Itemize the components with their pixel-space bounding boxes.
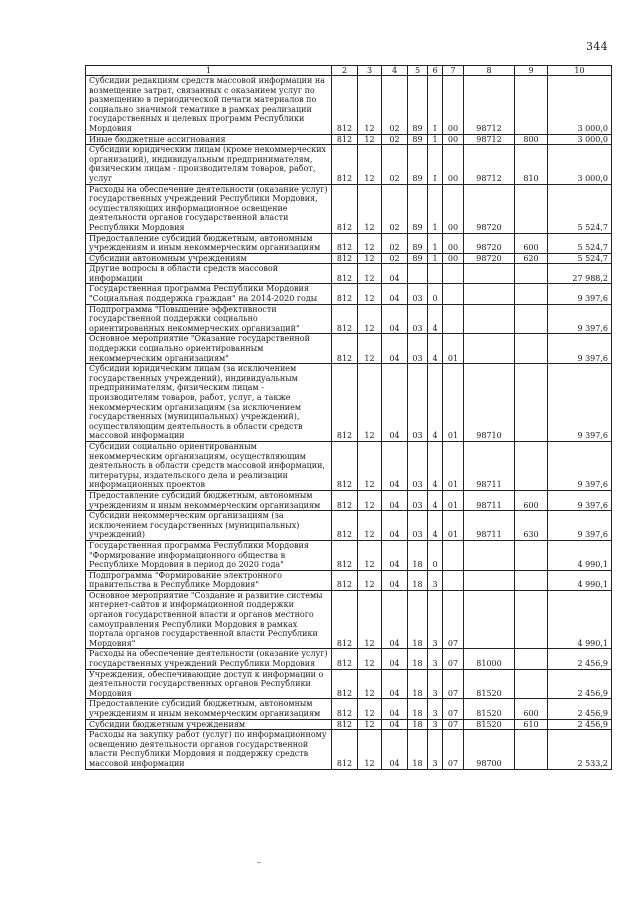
cell-expense-type: 810 bbox=[515, 145, 548, 184]
row-description: Подпрограмма "Формирование электронного правительства в Республике Мордовия" bbox=[86, 570, 332, 590]
cell-program-code: 18 bbox=[408, 540, 428, 570]
cell-expense-type: 600 bbox=[515, 233, 548, 253]
cell-amount: 4 990,1 bbox=[548, 570, 612, 590]
row-description: Основное мероприятие "Оказание государственной поддержки социально ориентированным некоммерческим организациям" bbox=[86, 334, 332, 364]
cell-subprogram-code: 4 bbox=[428, 441, 443, 490]
cell-section-code: 12 bbox=[358, 719, 382, 730]
cell-amount: 9 397,6 bbox=[548, 364, 612, 442]
table-row bbox=[86, 649, 612, 669]
cell-section-code: 12 bbox=[358, 304, 382, 334]
cell-activity-code: 01 bbox=[443, 490, 464, 510]
cell-amount: 2 456,9 bbox=[548, 649, 612, 669]
table-row bbox=[86, 441, 612, 490]
cell-subprogram-code: 1 bbox=[428, 233, 443, 253]
cell-subsection-code: 04 bbox=[382, 264, 408, 284]
cell-expense-code: 98712 bbox=[464, 134, 515, 145]
cell-subprogram-code: 4 bbox=[428, 364, 443, 442]
cell-ministry-code: 812 bbox=[332, 490, 358, 510]
cell-subprogram-code: 3 bbox=[428, 719, 443, 730]
cell-subprogram-code: 3 bbox=[428, 730, 443, 769]
row-description: Субсидии социально ориентированным некоммерческим организациям, осуществляющим деятельность в области средств массовой информации, литературы, издательского дела и реализации информационных проектов bbox=[86, 441, 332, 490]
row-description: Субсидии юридическим лицам (за исключением государственных учреждений), индивидуальным предпринимателям, физическим лицам - производителям товаров, работ, услуг, а также некоммерческим организациям (за исключением государственных (муниципальных) учреждений), осуществляющим деятельность в области средств массовой информации bbox=[86, 364, 332, 442]
cell-section-code: 12 bbox=[358, 441, 382, 490]
cell-subprogram-code: 4 bbox=[428, 511, 443, 541]
row-description: Другие вопросы в области средств массовой информации bbox=[86, 264, 332, 284]
cell-subprogram-code: 3 bbox=[428, 590, 443, 649]
column-number: 6 bbox=[428, 66, 443, 76]
cell-amount: 5 524,7 bbox=[548, 253, 612, 264]
cell-activity-code bbox=[443, 284, 464, 304]
cell-subprogram-code: 0 bbox=[428, 284, 443, 304]
cell-subprogram-code: 1 bbox=[428, 184, 443, 233]
cell-amount: 3 000,0 bbox=[548, 134, 612, 145]
cell-ministry-code: 812 bbox=[332, 730, 358, 769]
column-number: 1 bbox=[86, 66, 332, 76]
cell-subsection-code: 04 bbox=[382, 364, 408, 442]
cell-subprogram-code: 3 bbox=[428, 669, 443, 699]
table-row bbox=[86, 184, 612, 233]
cell-subprogram-code: I bbox=[428, 76, 443, 135]
cell-section-code: 12 bbox=[358, 334, 382, 364]
cell-section-code: 12 bbox=[358, 511, 382, 541]
cell-expense-type bbox=[515, 649, 548, 669]
cell-activity-code bbox=[443, 264, 464, 284]
cell-program-code: 18 bbox=[408, 649, 428, 669]
table-row bbox=[86, 304, 612, 334]
cell-program-code: 89 bbox=[408, 233, 428, 253]
cell-subprogram-code: 0 bbox=[428, 540, 443, 570]
cell-expense-code: 98712 bbox=[464, 76, 515, 135]
column-number: 2 bbox=[332, 66, 358, 76]
cell-section-code: 12 bbox=[358, 649, 382, 669]
cell-amount: 4 990,1 bbox=[548, 540, 612, 570]
cell-amount: 2 456,9 bbox=[548, 669, 612, 699]
table-row bbox=[86, 253, 612, 264]
cell-subprogram-code: 4 bbox=[428, 304, 443, 334]
cell-activity-code: 07 bbox=[443, 649, 464, 669]
cell-subsection-code: 04 bbox=[382, 649, 408, 669]
cell-expense-code bbox=[464, 570, 515, 590]
cell-subsection-code: 04 bbox=[382, 511, 408, 541]
cell-subprogram-code: 1 bbox=[428, 134, 443, 145]
cell-program-code: 18 bbox=[408, 730, 428, 769]
cell-expense-code: 81520 bbox=[464, 719, 515, 730]
table-row bbox=[86, 264, 612, 284]
table-row bbox=[86, 719, 612, 730]
row-description: Учреждения, обеспечивающие доступ к информации о деятельности государственных органов Республики Мордовия bbox=[86, 669, 332, 699]
cell-expense-type bbox=[515, 730, 548, 769]
cell-expense-code: 81000 bbox=[464, 649, 515, 669]
cell-section-code: 12 bbox=[358, 540, 382, 570]
cell-program-code: 18 bbox=[408, 669, 428, 699]
table-row bbox=[86, 76, 612, 135]
cell-subprogram-code: 3 bbox=[428, 570, 443, 590]
cell-amount: 9 397,6 bbox=[548, 284, 612, 304]
cell-expense-code bbox=[464, 264, 515, 284]
row-description: Предоставление субсидий бюджетным, автономным учреждениям и иным некоммерческим организациям bbox=[86, 490, 332, 510]
cell-subsection-code: 04 bbox=[382, 669, 408, 699]
cell-ministry-code: 812 bbox=[332, 590, 358, 649]
cell-expense-type bbox=[515, 590, 548, 649]
row-description: Расходы на обеспечение деятельности (оказание услуг) государственных учреждений Республики Мордовия bbox=[86, 649, 332, 669]
cell-expense-type: 600 bbox=[515, 699, 548, 719]
cell-expense-type: 630 bbox=[515, 511, 548, 541]
table-row bbox=[86, 570, 612, 590]
cell-activity-code: 07 bbox=[443, 730, 464, 769]
row-description: Подпрограмма "Повышение эффективности государственной поддержки социально ориентированных некоммерческих организаций" bbox=[86, 304, 332, 334]
cell-program-code: 18 bbox=[408, 590, 428, 649]
cell-activity-code: 00 bbox=[443, 184, 464, 233]
cell-expense-code bbox=[464, 590, 515, 649]
cell-ministry-code: 812 bbox=[332, 145, 358, 184]
cell-activity-code: 00 bbox=[443, 134, 464, 145]
cell-expense-code: 98712 bbox=[464, 145, 515, 184]
cell-subsection-code: 02 bbox=[382, 134, 408, 145]
table-row bbox=[86, 669, 612, 699]
cell-expense-type: 800 bbox=[515, 134, 548, 145]
cell-ministry-code: 812 bbox=[332, 76, 358, 135]
row-description: Государственная программа Республики Мордовия "Формирование информационного общества в Республике Мордовия в период до 2020 года" bbox=[86, 540, 332, 570]
cell-activity-code: 00 bbox=[443, 76, 464, 135]
cell-subsection-code: 04 bbox=[382, 334, 408, 364]
cell-expense-code: 98720 bbox=[464, 184, 515, 233]
column-number: 9 bbox=[515, 66, 548, 76]
cell-amount: 2 456,9 bbox=[548, 699, 612, 719]
cell-ministry-code: 812 bbox=[332, 699, 358, 719]
cell-activity-code bbox=[443, 540, 464, 570]
row-description: Субсидии редакциям средств массовой информации на возмещение затрат, связанных с оказанием услуг по размещению в периодической печати материалов по социально значимой тематике в рамках реализации государственных и целевых программ Республики Мордовия bbox=[86, 76, 332, 135]
cell-activity-code: 07 bbox=[443, 669, 464, 699]
row-description: Иные бюджетные ассигнования bbox=[86, 134, 332, 145]
cell-ministry-code: 812 bbox=[332, 669, 358, 699]
cell-section-code: 12 bbox=[358, 699, 382, 719]
cell-program-code: 03 bbox=[408, 334, 428, 364]
cell-ministry-code: 812 bbox=[332, 284, 358, 304]
cell-activity-code: 00 bbox=[443, 233, 464, 253]
table-row bbox=[86, 490, 612, 510]
cell-amount: 5 524,7 bbox=[548, 233, 612, 253]
cell-amount: 2 533,2 bbox=[548, 730, 612, 769]
cell-program-code bbox=[408, 264, 428, 284]
column-number-row bbox=[86, 66, 612, 76]
cell-program-code: 89 bbox=[408, 76, 428, 135]
cell-section-code: 12 bbox=[358, 730, 382, 769]
cell-program-code: 03 bbox=[408, 441, 428, 490]
cell-program-code: 89 bbox=[408, 253, 428, 264]
cell-activity-code: 00 bbox=[443, 145, 464, 184]
cell-activity-code: 07 bbox=[443, 719, 464, 730]
cell-subsection-code: 02 bbox=[382, 145, 408, 184]
cell-section-code: 12 bbox=[358, 570, 382, 590]
cell-subsection-code: 02 bbox=[382, 184, 408, 233]
cell-subsection-code: 04 bbox=[382, 441, 408, 490]
cell-subsection-code: 04 bbox=[382, 730, 408, 769]
cell-expense-type bbox=[515, 334, 548, 364]
cell-section-code: 12 bbox=[358, 264, 382, 284]
row-description: Предоставление субсидий бюджетным, автономным учреждениям и иным некоммерческим организациям bbox=[86, 233, 332, 253]
cell-program-code: 89 bbox=[408, 184, 428, 233]
cell-ministry-code: 812 bbox=[332, 304, 358, 334]
cell-expense-code: 98710 bbox=[464, 364, 515, 442]
row-description: Расходы на закупку работ (услуг) по информационному освещению деятельности органов государственной власти Республики Мордовия и поддержку средств массовой информации bbox=[86, 730, 332, 769]
cell-subprogram-code: I bbox=[428, 145, 443, 184]
cell-expense-type bbox=[515, 264, 548, 284]
cell-expense-code: 98700 bbox=[464, 730, 515, 769]
cell-expense-type bbox=[515, 540, 548, 570]
page-number: 344 bbox=[586, 40, 608, 53]
table-row bbox=[86, 540, 612, 570]
cell-amount: 9 397,6 bbox=[548, 334, 612, 364]
cell-amount: 9 397,6 bbox=[548, 490, 612, 510]
cell-section-code: 12 bbox=[358, 490, 382, 510]
cell-expense-type bbox=[515, 669, 548, 699]
cell-ministry-code: 812 bbox=[332, 441, 358, 490]
cell-expense-code bbox=[464, 540, 515, 570]
row-description: Основное мероприятие "Создание и развитие системы интернет-сайтов и информационной поддержки органов государственной власти и органов местного самоуправления Республики Мордовия в рамках портала органов государственной власти Республики Мордовия" bbox=[86, 590, 332, 649]
cell-expense-code bbox=[464, 334, 515, 364]
cell-ministry-code: 812 bbox=[332, 719, 358, 730]
table-row bbox=[86, 145, 612, 184]
cell-activity-code: 00 bbox=[443, 253, 464, 264]
column-number: 10 bbox=[548, 66, 612, 76]
cell-subprogram-code: 3 bbox=[428, 699, 443, 719]
cell-program-code: 89 bbox=[408, 145, 428, 184]
row-description: Субсидии некоммерческим организациям (за исключением государственных (муниципальных) учреждений) bbox=[86, 511, 332, 541]
cell-expense-type bbox=[515, 364, 548, 442]
cell-subsection-code: 04 bbox=[382, 699, 408, 719]
cell-amount: 5 524,7 bbox=[548, 184, 612, 233]
row-description: Государственная программа Республики Мордовия "Социальная поддержка граждан" на 2014-2020 годы bbox=[86, 284, 332, 304]
cell-section-code: 12 bbox=[358, 364, 382, 442]
cell-subprogram-code: 4 bbox=[428, 334, 443, 364]
cell-amount: 2 456,9 bbox=[548, 719, 612, 730]
cell-subsection-code: 04 bbox=[382, 590, 408, 649]
cell-subsection-code: 04 bbox=[382, 540, 408, 570]
cell-ministry-code: 812 bbox=[332, 134, 358, 145]
cell-activity-code: 01 bbox=[443, 364, 464, 442]
cell-expense-type bbox=[515, 441, 548, 490]
cell-expense-type bbox=[515, 304, 548, 334]
cell-subsection-code: 02 bbox=[382, 233, 408, 253]
cell-program-code: 03 bbox=[408, 490, 428, 510]
column-number: 7 bbox=[443, 66, 464, 76]
row-description: Расходы на обеспечение деятельности (оказание услуг) государственных учреждений Республики Мордовия, осуществляющих информационное освещение деятельности органов государственной власти Республики Мордовия bbox=[86, 184, 332, 233]
cell-subsection-code: 04 bbox=[382, 719, 408, 730]
table-row bbox=[86, 730, 612, 769]
cell-section-code: 12 bbox=[358, 134, 382, 145]
cell-amount: 3 000,0 bbox=[548, 145, 612, 184]
cell-amount: 4 990,1 bbox=[548, 590, 612, 649]
cell-amount: 9 397,6 bbox=[548, 441, 612, 490]
cell-section-code: 12 bbox=[358, 284, 382, 304]
cell-subprogram-code: 3 bbox=[428, 649, 443, 669]
cell-amount: 3 000,0 bbox=[548, 76, 612, 135]
cell-ministry-code: 812 bbox=[332, 364, 358, 442]
cell-program-code: 03 bbox=[408, 304, 428, 334]
cell-program-code: 03 bbox=[408, 284, 428, 304]
cell-subsection-code: 04 bbox=[382, 284, 408, 304]
cell-amount: 27 988,2 bbox=[548, 264, 612, 284]
cell-subprogram-code bbox=[428, 264, 443, 284]
cell-ministry-code: 812 bbox=[332, 649, 358, 669]
cell-ministry-code: 812 bbox=[332, 184, 358, 233]
table-row bbox=[86, 284, 612, 304]
cell-expense-code: 98711 bbox=[464, 511, 515, 541]
cell-program-code: 18 bbox=[408, 699, 428, 719]
cell-ministry-code: 812 bbox=[332, 264, 358, 284]
cell-expense-code bbox=[464, 284, 515, 304]
cell-section-code: 12 bbox=[358, 253, 382, 264]
cell-expense-type: 620 bbox=[515, 253, 548, 264]
cell-activity-code: 01 bbox=[443, 334, 464, 364]
table-row bbox=[86, 233, 612, 253]
cell-activity-code: 07 bbox=[443, 699, 464, 719]
cell-ministry-code: 812 bbox=[332, 233, 358, 253]
row-description: Субсидии юридическим лицам (кроме некоммерческих организаций), индивидуальным предпринимателям, физическим лицам - производителям товаров, работ, услуг bbox=[86, 145, 332, 184]
cell-section-code: 12 bbox=[358, 76, 382, 135]
cell-amount: 9 397,6 bbox=[548, 511, 612, 541]
row-description: Субсидии автономным учреждениям bbox=[86, 253, 332, 264]
cell-activity-code: 01 bbox=[443, 441, 464, 490]
cell-subsection-code: 02 bbox=[382, 253, 408, 264]
cell-subprogram-code: 4 bbox=[428, 490, 443, 510]
cell-activity-code bbox=[443, 570, 464, 590]
cell-subsection-code: 04 bbox=[382, 490, 408, 510]
cell-activity-code: 01 bbox=[443, 511, 464, 541]
cell-ministry-code: 812 bbox=[332, 334, 358, 364]
cell-subsection-code: 04 bbox=[382, 304, 408, 334]
cell-program-code: 89 bbox=[408, 134, 428, 145]
column-number: 3 bbox=[358, 66, 382, 76]
cell-section-code: 12 bbox=[358, 669, 382, 699]
cell-program-code: 03 bbox=[408, 364, 428, 442]
cell-ministry-code: 812 bbox=[332, 511, 358, 541]
column-number: 8 bbox=[464, 66, 515, 76]
cell-ministry-code: 812 bbox=[332, 540, 358, 570]
cell-section-code: 12 bbox=[358, 590, 382, 649]
table-row bbox=[86, 334, 612, 364]
cell-ministry-code: 812 bbox=[332, 570, 358, 590]
table-row bbox=[86, 699, 612, 719]
scan-mark bbox=[257, 862, 261, 863]
cell-section-code: 12 bbox=[358, 184, 382, 233]
row-description: Субсидии бюджетным учреждениям bbox=[86, 719, 332, 730]
cell-program-code: 18 bbox=[408, 570, 428, 590]
table-row bbox=[86, 590, 612, 649]
cell-expense-code: 98711 bbox=[464, 490, 515, 510]
cell-program-code: 18 bbox=[408, 719, 428, 730]
cell-expense-type: 610 bbox=[515, 719, 548, 730]
budget-table bbox=[85, 65, 612, 770]
row-description: Предоставление субсидий бюджетным, автономным учреждениям и иным некоммерческим организациям bbox=[86, 699, 332, 719]
cell-ministry-code: 812 bbox=[332, 253, 358, 264]
cell-subprogram-code: 1 bbox=[428, 253, 443, 264]
cell-expense-type bbox=[515, 570, 548, 590]
cell-activity-code bbox=[443, 304, 464, 334]
cell-expense-type bbox=[515, 184, 548, 233]
column-number: 5 bbox=[408, 66, 428, 76]
cell-expense-code bbox=[464, 304, 515, 334]
column-number: 4 bbox=[382, 66, 408, 76]
cell-activity-code: 07 bbox=[443, 590, 464, 649]
table-row bbox=[86, 364, 612, 442]
cell-program-code: 03 bbox=[408, 511, 428, 541]
cell-expense-code: 98720 bbox=[464, 233, 515, 253]
cell-amount: 9 397,6 bbox=[548, 304, 612, 334]
cell-expense-type: 600 bbox=[515, 490, 548, 510]
cell-expense-code: 81520 bbox=[464, 699, 515, 719]
cell-expense-code: 98720 bbox=[464, 253, 515, 264]
table-row bbox=[86, 511, 612, 541]
cell-subsection-code: 02 bbox=[382, 76, 408, 135]
cell-expense-code: 98711 bbox=[464, 441, 515, 490]
cell-section-code: 12 bbox=[358, 145, 382, 184]
cell-expense-type bbox=[515, 76, 548, 135]
cell-section-code: 12 bbox=[358, 233, 382, 253]
table-row bbox=[86, 134, 612, 145]
cell-subsection-code: 04 bbox=[382, 570, 408, 590]
cell-expense-code: 81520 bbox=[464, 669, 515, 699]
cell-expense-type bbox=[515, 284, 548, 304]
